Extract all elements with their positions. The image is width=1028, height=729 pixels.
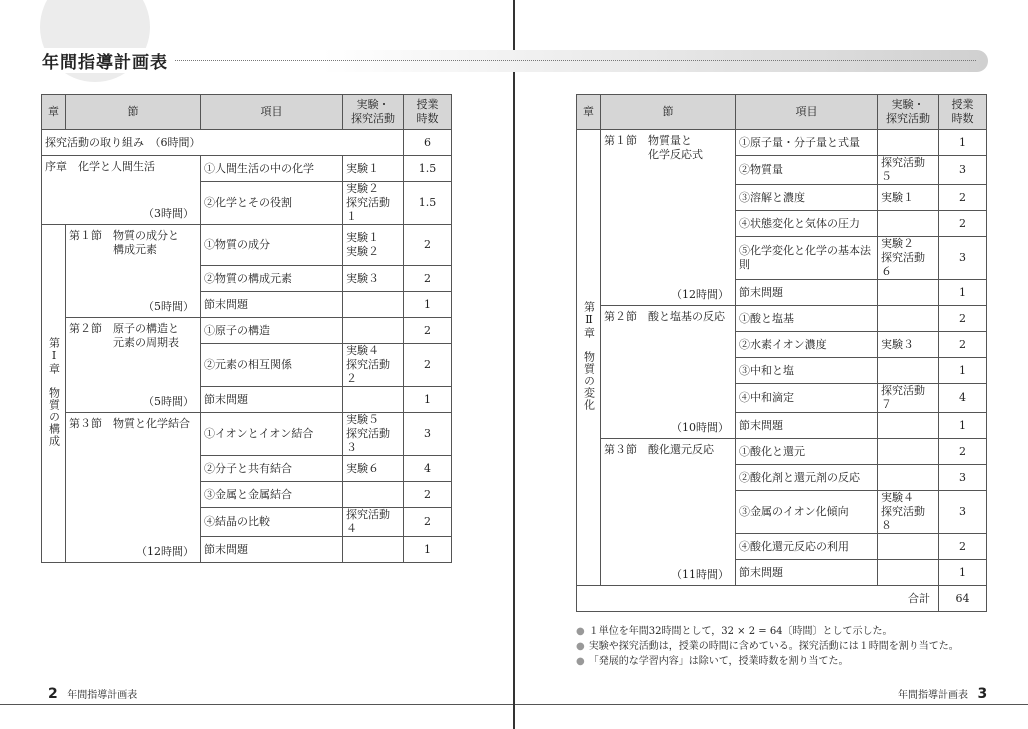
exp-cell: 実験１ bbox=[878, 185, 939, 211]
exp-cell: 実験２ 探究活動１ bbox=[343, 182, 404, 225]
hours-cell: 3 bbox=[939, 237, 987, 280]
total-hours: 64 bbox=[939, 586, 987, 612]
total-label: 合計 bbox=[577, 586, 939, 612]
footer-label: 年間指導計画表 bbox=[67, 690, 138, 701]
prologue-cell bbox=[42, 156, 201, 225]
exp-cell bbox=[343, 482, 404, 508]
hours-cell: 3 bbox=[939, 156, 987, 185]
hours-cell: 1 bbox=[939, 130, 987, 156]
hours-cell: 1 bbox=[404, 537, 452, 563]
hours-cell: 4 bbox=[404, 456, 452, 482]
hours-cell: 2 bbox=[939, 332, 987, 358]
item-cell: ②酸化剤と還元剤の反応 bbox=[736, 465, 878, 491]
section-cell bbox=[66, 318, 201, 413]
chapter-name: 第Ⅰ章 物質の構成 bbox=[47, 336, 61, 447]
exp-cell bbox=[343, 292, 404, 318]
item-cell: 節末問題 bbox=[201, 292, 343, 318]
exp-cell: 探究活動４ bbox=[343, 508, 404, 537]
footer-label: 年間指導計画表 bbox=[898, 690, 968, 701]
notes bbox=[576, 624, 959, 669]
right-plan-table bbox=[576, 94, 987, 612]
section-hours: （11時間） bbox=[671, 568, 729, 581]
section-cell bbox=[601, 130, 736, 306]
item-cell: 節末問題 bbox=[201, 537, 343, 563]
hours-cell: 2 bbox=[404, 266, 452, 292]
header-exp: 実験・ 探究活動 bbox=[878, 95, 939, 130]
exp-cell bbox=[878, 534, 939, 560]
section-name: 第２節 酸と塩基の反応 bbox=[604, 310, 725, 323]
section-hours: （5時間） bbox=[143, 395, 194, 408]
exp-cell bbox=[878, 413, 939, 439]
section-name: 第１節 物質の成分と 構成元素 bbox=[69, 229, 179, 256]
section-cell bbox=[66, 413, 201, 563]
hours-cell: 1 bbox=[939, 280, 987, 306]
book-spine bbox=[513, 0, 515, 729]
exp-cell bbox=[878, 358, 939, 384]
hours-cell: 1.5 bbox=[404, 182, 452, 225]
exp-cell bbox=[878, 560, 939, 586]
item-cell: ③金属のイオン化傾向 bbox=[736, 491, 878, 534]
hours-cell: 2 bbox=[404, 344, 452, 387]
item-cell: ①酸と塩基 bbox=[736, 306, 878, 332]
exp-cell bbox=[878, 211, 939, 237]
exp-cell: 実験３ bbox=[878, 332, 939, 358]
footer-right bbox=[898, 686, 987, 702]
hours-cell: 2 bbox=[939, 439, 987, 465]
hours-cell: 1.5 bbox=[404, 156, 452, 182]
hours-cell: 2 bbox=[939, 185, 987, 211]
item-cell: ③中和と塩 bbox=[736, 358, 878, 384]
table-row bbox=[42, 225, 452, 266]
exp-cell: 実験４ 探究活動８ bbox=[878, 491, 939, 534]
section-name: 第１節 物質量と 化学反応式 bbox=[604, 134, 703, 161]
table-row bbox=[42, 318, 452, 344]
chapter-cell bbox=[42, 225, 66, 563]
table-row bbox=[42, 413, 452, 456]
exp-cell: 実験１ bbox=[343, 156, 404, 182]
exp-cell: 実験４ 探究活動２ bbox=[343, 344, 404, 387]
item-cell: 節末問題 bbox=[201, 387, 343, 413]
header-hours: 授業 時数 bbox=[939, 95, 987, 130]
item-cell: ④結晶の比較 bbox=[201, 508, 343, 537]
item-cell: ②物質量 bbox=[736, 156, 878, 185]
hours-cell: 1 bbox=[939, 560, 987, 586]
header-hours: 授業 時数 bbox=[404, 95, 452, 130]
hours-cell: 2 bbox=[404, 318, 452, 344]
header-chapter: 章 bbox=[42, 95, 66, 130]
hours-cell: 1 bbox=[939, 358, 987, 384]
hours-cell: 3 bbox=[404, 413, 452, 456]
note-item: ● 実験や探究活動は，授業の時間に含めている。探究活動には１時間を割り当てた。 bbox=[576, 639, 959, 654]
exp-cell bbox=[878, 306, 939, 332]
page-number: 2 bbox=[48, 686, 58, 702]
item-cell: ④状態変化と気体の圧力 bbox=[736, 211, 878, 237]
table-row bbox=[577, 130, 987, 156]
item-cell: ④酸化還元反応の利用 bbox=[736, 534, 878, 560]
hours-cell: 1 bbox=[404, 292, 452, 318]
hours-cell: 2 bbox=[939, 211, 987, 237]
item-cell: ②物質の構成元素 bbox=[201, 266, 343, 292]
item-cell: 節末問題 bbox=[736, 413, 878, 439]
item-cell: ③金属と金属結合 bbox=[201, 482, 343, 508]
hours-cell: 1 bbox=[404, 387, 452, 413]
page-number: 3 bbox=[977, 686, 988, 702]
item-cell: ①酸化と還元 bbox=[736, 439, 878, 465]
exp-cell: 実験１ 実験２ bbox=[343, 225, 404, 266]
item-cell: ④中和滴定 bbox=[736, 384, 878, 413]
left-plan-table bbox=[41, 94, 452, 563]
hours-cell: 2 bbox=[404, 508, 452, 537]
exp-cell bbox=[878, 465, 939, 491]
exp-cell bbox=[878, 280, 939, 306]
section-name: 第３節 酸化還元反応 bbox=[604, 443, 714, 456]
hours-cell: 3 bbox=[939, 465, 987, 491]
exp-cell bbox=[343, 318, 404, 344]
header-item: 項目 bbox=[201, 95, 343, 130]
footer-left bbox=[48, 686, 137, 702]
hours-cell: 3 bbox=[939, 491, 987, 534]
exp-cell bbox=[343, 537, 404, 563]
section-hours: （5時間） bbox=[143, 300, 194, 313]
exp-cell bbox=[343, 387, 404, 413]
exp-cell bbox=[878, 130, 939, 156]
hours-cell: 2 bbox=[404, 482, 452, 508]
section-hours: （12時間） bbox=[136, 545, 194, 558]
item-cell: ②元素の相互関係 bbox=[201, 344, 343, 387]
exp-cell: 実験６ bbox=[343, 456, 404, 482]
note-item: ● １単位を年間32時間として，32 × 2 = 64〔時間〕として示した。 bbox=[576, 624, 959, 639]
prologue-hours: （3時間） bbox=[143, 207, 194, 220]
section-cell bbox=[66, 225, 201, 318]
hours-cell: 2 bbox=[404, 225, 452, 266]
exp-cell: 実験５ 探究活動３ bbox=[343, 413, 404, 456]
hours-cell: 1 bbox=[939, 413, 987, 439]
section-hours: （12時間） bbox=[671, 288, 729, 301]
item-cell: ②水素イオン濃度 bbox=[736, 332, 878, 358]
item-cell: ②化学とその役割 bbox=[201, 182, 343, 225]
prologue-name: 序章 化学と人間生活 bbox=[45, 160, 155, 173]
hours-cell: 4 bbox=[939, 384, 987, 413]
item-cell: ⑤化学変化と化学の基本法則 bbox=[736, 237, 878, 280]
chapter-name: 第Ⅱ章 物質の変化 bbox=[582, 300, 596, 411]
item-cell: ①原子の構造 bbox=[201, 318, 343, 344]
item-cell: ①物質の成分 bbox=[201, 225, 343, 266]
header-section: 節 bbox=[66, 95, 201, 130]
item-cell: ①イオンとイオン結合 bbox=[201, 413, 343, 456]
section-cell bbox=[601, 306, 736, 439]
note-item: ● 「発展的な学習内容」は除いて，授業時数を割り当てた。 bbox=[576, 654, 959, 669]
header-section: 節 bbox=[601, 95, 736, 130]
item-cell: ③溶解と濃度 bbox=[736, 185, 878, 211]
header-chapter: 章 bbox=[577, 95, 601, 130]
exp-cell: 探究活動７ bbox=[878, 384, 939, 413]
section-name: 第２節 原子の構造と 元素の周期表 bbox=[69, 322, 179, 349]
section-hours: （10時間） bbox=[671, 421, 729, 434]
intro-label: 探究活動の取り組み （6時間） bbox=[42, 130, 404, 156]
item-cell: ②分子と共有結合 bbox=[201, 456, 343, 482]
hours-cell: 2 bbox=[939, 534, 987, 560]
page-title: 年間指導計画表 bbox=[42, 48, 174, 73]
exp-cell: 実験３ bbox=[343, 266, 404, 292]
item-cell: 節末問題 bbox=[736, 280, 878, 306]
title-bar bbox=[22, 48, 988, 72]
section-cell bbox=[601, 439, 736, 586]
exp-cell bbox=[878, 439, 939, 465]
header-exp: 実験・ 探究活動 bbox=[343, 95, 404, 130]
exp-cell: 探究活動５ bbox=[878, 156, 939, 185]
item-cell: 節末問題 bbox=[736, 560, 878, 586]
item-cell: ①原子量・分子量と式量 bbox=[736, 130, 878, 156]
header-item: 項目 bbox=[736, 95, 878, 130]
exp-cell: 実験２ 探究活動６ bbox=[878, 237, 939, 280]
section-name: 第３節 物質と化学結合 bbox=[69, 417, 190, 430]
table-row bbox=[42, 156, 452, 182]
table-row bbox=[577, 306, 987, 332]
item-cell: ①人間生活の中の化学 bbox=[201, 156, 343, 182]
table-row bbox=[577, 439, 987, 465]
chapter-cell bbox=[577, 130, 601, 586]
hours-cell: 2 bbox=[939, 306, 987, 332]
intro-hours: 6 bbox=[404, 130, 452, 156]
